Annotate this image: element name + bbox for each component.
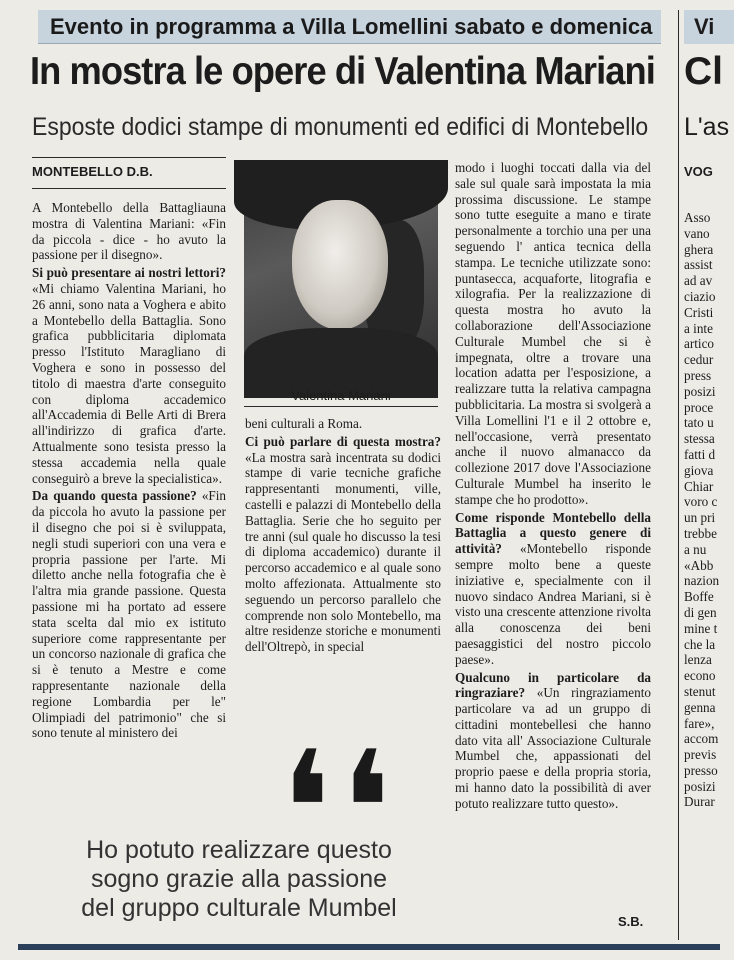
adjacent-article-fragment (684, 210, 724, 810)
adjacent-text-line: un pri (684, 510, 716, 526)
paragraph-text: beni culturali a Roma. (245, 416, 363, 431)
adjacent-text-line: che la (684, 636, 716, 652)
adjacent-text-line: trebbe (684, 525, 717, 541)
article-column-2 (245, 416, 441, 657)
adjacent-text-line: ghera (684, 241, 714, 257)
kicker-banner: Evento in programma a Villa Lomellini sabato e domenica (38, 10, 661, 44)
article-paragraph (32, 200, 226, 263)
adjacent-subheadline: L'as (684, 113, 730, 141)
adjacent-text-line: stessa (684, 431, 715, 447)
paragraph-text: A Montebello della Battagliauna mostra di Valentina Mariani: «Fin da piccola - dice - ho avuto la passione per il disegno». (32, 200, 226, 263)
photo-face (292, 200, 388, 330)
interview-question: Da quando questa passione? (32, 488, 197, 504)
interview-question: Qualcuno in particolare da ringraziare? (455, 669, 651, 701)
article-paragraph (455, 510, 651, 668)
adjacent-text-line: voro c (684, 494, 718, 510)
dateline-rule-top (32, 157, 226, 158)
adjacent-text-line: proce (684, 399, 714, 415)
adjacent-text-line: nazion (684, 573, 720, 589)
adjacent-text-line: press (684, 367, 712, 383)
paragraph-text: modo i luoghi toccati dalla via del sale sul quale sarà impostata la mia prossima discussione. Le stampe sono tutte eseguite a mano e tirate personalmente a torchio una per una seguendo l' antica tecnica della stampa. Le tecniche utilizzate sono: puntasecca, acquaforte, litografia e xilografia. Per la realizzazione di questa mostra ho avuto la collaborazione dell'Associazione Culturale Mumbel che si è impegnata, oltre a trovare una location adatta per l'esposizione, a realizzare tutta la relativa campagna pubblicitaria. La mostra si svolgerà a Villa Lomellini l'1 e il 2 ottobre e, nell'occasione, verrà presentato anche il nuovo almanacco da collezione 2017 dove l'Associazione Culturale Mumbel ha inserito le stampe che ho prodotto». (455, 160, 651, 507)
adjacent-text-line: stenut (684, 683, 716, 699)
article-paragraph (455, 160, 651, 508)
dateline-rule-bottom (32, 188, 226, 189)
adjacent-text-line: previs (684, 747, 717, 763)
adjacent-text-line: accom (684, 731, 719, 747)
dateline: MONTEBELLO D.B. (32, 164, 153, 179)
adjacent-text-line: «Abb (684, 557, 714, 573)
article-column-1 (32, 200, 226, 743)
adjacent-text-line: fatti d (684, 446, 716, 462)
quote-mark-icon: ❛ (340, 716, 392, 903)
article-column-3 (455, 160, 651, 814)
article-paragraph (245, 416, 441, 432)
quote-mark-icon: ❛ (280, 716, 332, 903)
subheadline: Esposte dodici stampe di monumenti ed edifici di Montebello (32, 113, 649, 141)
pull-quote-line: Ho potuto realizzare questo (86, 836, 392, 864)
adjacent-text-line: posizi (684, 778, 716, 794)
adjacent-text-line: vano (684, 225, 710, 241)
adjacent-text-line: assist (684, 257, 713, 273)
adjacent-text-line: ad av (684, 273, 713, 289)
adjacent-text-line: lenza (684, 652, 712, 668)
adjacent-text-line: posizi (684, 383, 716, 399)
photo-caption: Valentina Mariani (291, 388, 391, 403)
paragraph-text: «Mi chiamo Valentina Mariani, ho 26 anni, sono nata a Voghera e abito a Montebello della Battaglia. Sono grafica pubblicitaria diplomata presso l'Istituto Maragliano di Voghera e sono in possesso del titolo di maestra d'arte conseguito con diploma accademico all'Accademia di Belle Arti di Brera all'indirizzo di grafica d'arte. Attualmente sono tesista presso la stessa accademia nella quale conseguirò a breve la specialistica». (32, 280, 226, 486)
adjacent-text-line: tato u (684, 415, 714, 431)
adjacent-text-line: Durar (684, 794, 715, 810)
adjacent-text-line: mine t (684, 620, 718, 636)
column-divider (678, 10, 679, 940)
adjacent-text-line: a inte (684, 320, 713, 336)
paragraph-text: «Un ringraziamento particolare va ad un gruppo di cittadini montebellesi che hanno dato vita all' Associazione Culturale Mumbel che, appassionati del proprio paese e della propria storia, mi hanno dato la possibilità di aver potuto realizzare tutto questo». (455, 685, 651, 811)
adjacent-text-line: presso (684, 762, 718, 778)
adjacent-text-line: genna (684, 699, 716, 715)
interview-question: Si può presentare ai nostri lettori? (32, 265, 226, 281)
page-bottom-bar (18, 944, 720, 950)
adjacent-text-line: econo (684, 668, 716, 684)
paragraph-text: «Montebello risponde sempre molto bene a queste iniziative e, specialmente con il nuovo sindaco Andrea Mariani, si è visto una crescente attenzione rivolta alla conoscenza dei beni paesaggistici del nostro piccolo paese». (455, 541, 651, 667)
portrait-photo (244, 160, 438, 386)
pull-quote-line: del gruppo culturale Mumbel (81, 894, 397, 922)
adjacent-text-line: giova (684, 462, 714, 478)
article-paragraph (32, 488, 226, 741)
article-paragraph (32, 265, 226, 486)
article-paragraph (455, 670, 651, 812)
adjacent-text-line: Chiar (684, 478, 714, 494)
interview-question: Come risponde Montebello della Battaglia a questo genere di attività? (455, 509, 651, 557)
adjacent-text-line: cedur (684, 352, 714, 368)
paragraph-text: «Fin da piccola ho avuto la passione per il disegno che poi si è sviluppata, negli studi superiori con una vera e propria passione per l'arte. Mi diletto anche nella fotografia che è l'altra mia grande passione. Questa passione mi ha portato ad essere stata scelta dal mio ex istituto superiore come rappresentante per un concorso nazionale di grafica che si è tenuto a Mestre e come rappresentante nazionale della regione Lombardia per le" Olimpiadi del patrimonio" che si sono tenute al ministero dei (32, 488, 227, 741)
interview-question: Ci può parlare di questa mostra? (245, 433, 441, 449)
caption-rule (244, 406, 438, 407)
pull-quote (54, 836, 424, 923)
paragraph-text: «La mostra sarà incentrata su dodici stampe di varie tecniche grafiche rappresentanti monumenti, ville, castelli e palazzi di Montebello della Battaglia. Serie che ho seguito per tre anni (sul quale ho discusso la tesi di diploma accademico) durante il percorso accademico e al quale sono molto affezionata. Attualmente sto seguendo un percorso parallelo che comprende non solo Montebello, ma altre residenze storiche e monumenti dell'Oltrepò, in special (245, 449, 441, 655)
adjacent-kicker: Vi (684, 10, 734, 44)
headline: In mostra le opere di Valentina Mariani (30, 50, 655, 93)
adjacent-headline: Cl (684, 50, 723, 93)
adjacent-text-line: Boffe (684, 589, 714, 605)
adjacent-text-line: ciazio (684, 288, 716, 304)
adjacent-text-line: di gen (684, 604, 717, 620)
author-signature: S.B. (618, 914, 644, 929)
adjacent-text-line: Asso (684, 210, 711, 225)
adjacent-text-line: fare», (684, 715, 715, 731)
adjacent-text-line: Cristi (684, 304, 714, 320)
adjacent-dateline: VOG (684, 164, 713, 179)
adjacent-text-line: a nu (684, 541, 707, 557)
article-paragraph (245, 434, 441, 655)
pull-quote-line: sogno grazie alla passione (90, 865, 388, 893)
adjacent-text-line: artico (684, 336, 715, 352)
